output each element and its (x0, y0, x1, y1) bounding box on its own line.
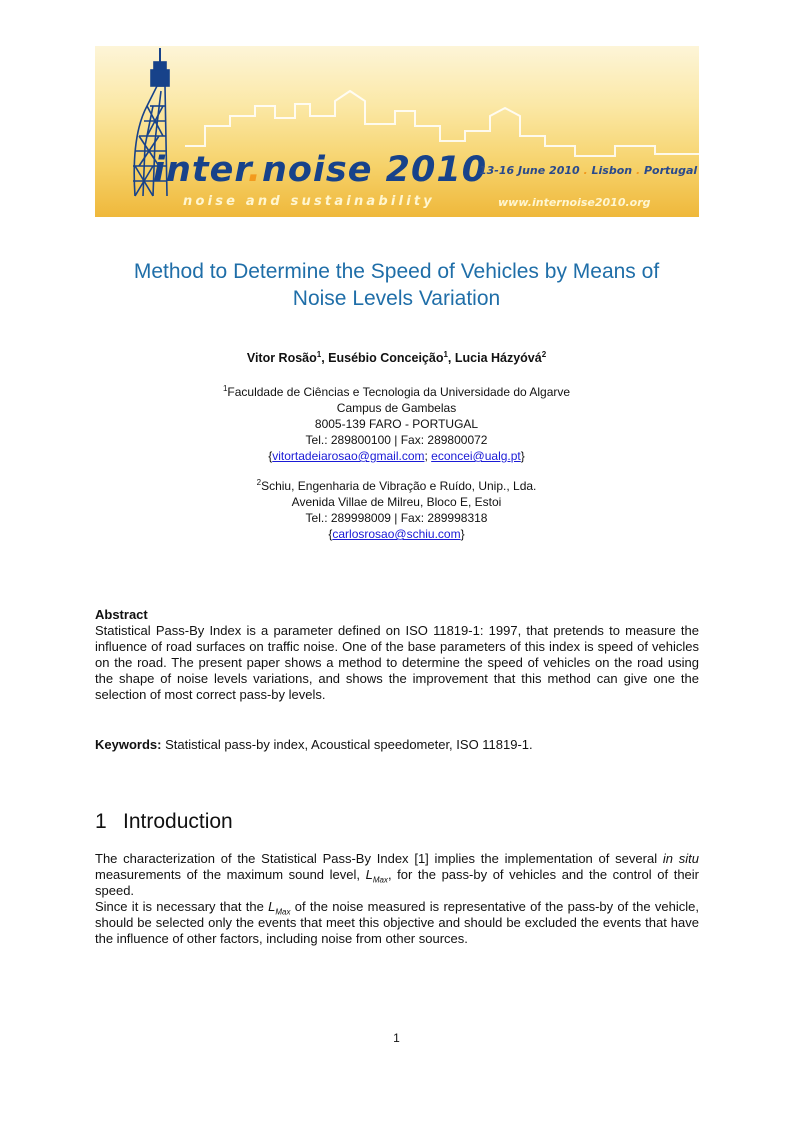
author-name: Vitor Rosão (246, 351, 317, 365)
conference-logo-text (153, 150, 487, 190)
author-list (0, 351, 793, 365)
paper-title (60, 258, 733, 312)
text-run: , for the pass-by of vehicles and the control of their speed. (95, 867, 699, 898)
author-affiliation-mark: 1 (316, 349, 322, 359)
author-separator: , (321, 351, 329, 365)
author-separator: , (447, 351, 455, 365)
math-subscript: Max (372, 875, 388, 885)
math-subscript: Max (275, 907, 291, 917)
brand-dot: . (247, 150, 262, 190)
italic-run: in situ (662, 851, 699, 866)
affiliation-org-name: Schiu, Engenharia de Vibração e Ruído, Unip., Lda. (261, 479, 537, 493)
keywords-text: Statistical pass-by index, Acoustical speedometer, ISO 11819-1. (161, 737, 533, 752)
author-name: Eusébio Conceição (328, 351, 444, 365)
paragraph (95, 899, 699, 947)
title-line: Method to Determine the Speed of Vehicles by Means of (133, 260, 660, 283)
section-body (95, 851, 699, 947)
separator: . (579, 164, 592, 177)
text-run: measurements of the maximum sound level, (95, 867, 366, 882)
affiliation-phone: Tel.: 289998009 | Fax: 289998318 (305, 511, 488, 525)
math-symbol: L (365, 867, 373, 882)
event-city: Lisbon (591, 164, 633, 177)
conference-banner (95, 46, 699, 217)
affiliation-mark: 1 (222, 384, 228, 393)
title-line: Noise Levels Variation (292, 287, 501, 310)
email-link[interactable]: carlosrosao@schiu.com (332, 527, 461, 541)
conference-slogan: noise and sustainability (183, 194, 435, 209)
text-run: Since it is necessary that the (95, 899, 269, 914)
page-number: 1 (393, 1031, 400, 1045)
brand-main: inter (153, 150, 248, 190)
affiliation-org-name: Faculdade de Ciências e Tecnologia da Universidade do Algarve (227, 385, 571, 399)
section-number: 1 (95, 810, 107, 833)
brand-rest: noise 2010 (261, 150, 488, 190)
event-date: 13-16 June 2010 (479, 164, 580, 177)
affiliation-org (0, 384, 793, 400)
brace: { (268, 449, 273, 463)
brace: } (460, 527, 465, 541)
affiliation-mark: 2 (256, 478, 262, 487)
text-run: of the noise measured is representative of the pass-by of the vehicle, should be selected only the events that meet this objective and should be excluded the events that have the influence of other factors, including noise from other sources. (95, 899, 699, 946)
affiliation-phone: Tel.: 289800100 | Fax: 289800072 (305, 433, 488, 447)
conference-url[interactable]: www.internoise2010.org (498, 196, 651, 209)
affiliation-emails (0, 526, 793, 542)
skyline-illustration (95, 46, 699, 217)
event-country: Portugal (643, 164, 698, 177)
email-link[interactable]: econcei@ualg.pt (431, 449, 521, 463)
author-affiliation-mark: 1 (443, 349, 448, 359)
event-date-location (479, 164, 697, 177)
email-separator: ; (424, 449, 432, 463)
text-run: The characterization of the Statistical Pass-By Index [1] implies the implementation of several (95, 851, 663, 866)
affiliation-postcode: 8005-139 FARO - PORTUGAL (314, 417, 479, 431)
abstract-heading: Abstract (95, 607, 148, 622)
paragraph (95, 851, 699, 899)
author-affiliation-mark: 2 (541, 349, 547, 359)
affiliation-org (0, 478, 793, 494)
affiliation-address: Avenida Villae de Milreu, Bloco E, Estoi (291, 495, 502, 509)
section-heading (95, 810, 233, 834)
affiliation-1 (0, 384, 793, 464)
brace: } (520, 449, 525, 463)
section-title: Introduction (123, 810, 233, 833)
keywords-label: Keywords: (95, 737, 162, 752)
affiliation-campus: Campus de Gambelas (336, 401, 457, 415)
brace: { (328, 527, 333, 541)
email-link[interactable]: vitortadeiarosao@gmail.com (272, 449, 425, 463)
affiliation-emails (0, 448, 793, 464)
separator: . (632, 164, 644, 177)
keywords (95, 737, 699, 753)
author-name: Lucia Házyóvá (454, 351, 542, 365)
abstract-text: Statistical Pass-By Index is a parameter defined on ISO 11819-1: 1997, that pretends to measure the influence of road surfaces on traffic noise. One of the base parameters of this index is speed of vehicles on the road. The present paper shows a method to determine the speed of vehicles on the road using the shape of noise levels variations, and shows the improvement that this method can give one the selection of most correct pass-by levels. (95, 623, 699, 702)
affiliation-2 (0, 478, 793, 542)
math-symbol: L (268, 899, 276, 914)
